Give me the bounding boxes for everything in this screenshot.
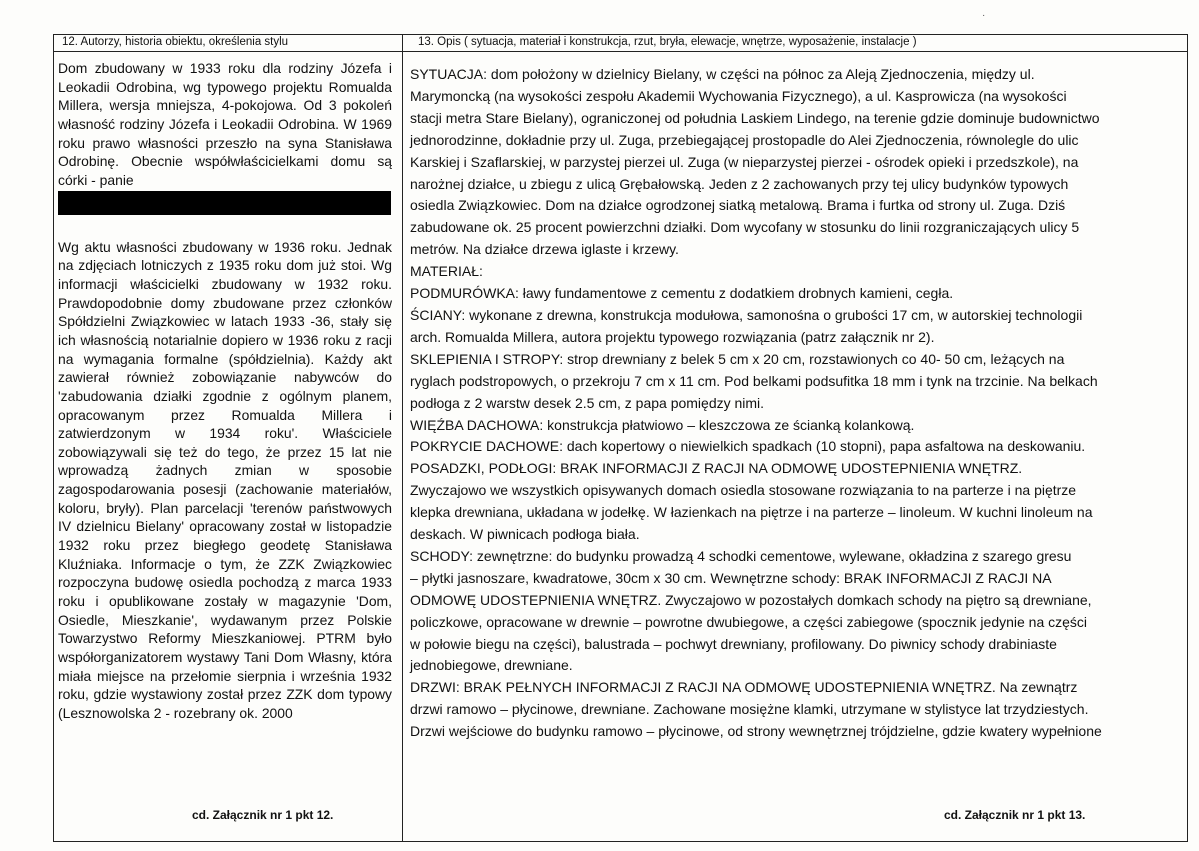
history-paragraph-1: Dom zbudowany w 1933 roku dla rodziny Józefa i Leokadii Odrobina, wg typowego projektu Romualda Millera, wersja mniejsza, 4-pokojowa. Od 3 pokoleń własność rodziny Józefa i Leokadii Odrobina. W 1969 roku prawo własności przeszło na syna Stanisława Odrobinę. Obecnie współwłaścicielkami domu są córki - panie (58, 60, 392, 188)
header-rule (53, 51, 1188, 52)
description-line: Karskiej i Szaflarskiej, w parzystej pierzei ul. Zuga (w nieparzystej pierzei - ośrodek opieki i przedszkole), na (410, 153, 1079, 170)
history-paragraph-2: Wg aktu własności zbudowany w 1936 roku. Jednak na zdjęciach lotniczych z 1935 roku dom już stoi. Wg informacji właścicielki zbudowany w 1932 roku. Prawdopodobnie domy zbudowane przez członków Spółdzielni Związkowiec w latach 1933 -36, stały się ich własnością notarialnie dopiero w 1936 roku z racji na wymagania formalne (spółdzielnia). Każdy akt zawierał również zobowiązanie nabywców do 'zabudowania działki zgodnie z ogólnym planem, opracowanym przez Romualda Millera i zatwierdzonym w 1934 roku'. Właściciele zobowiązywali się też do tego, że przez 15 lat nie wprowadzą żadnych zmian w sposobie zagospodarowania posesji (zachowanie materiałów, koloru, bryły). Plan parcelacji 'terenów państwowych IV dzielnicu Bielany' opracowany został w listopadzie 1932 roku przez biegłego geodetę Stanisława Kluźniaka. Informacje o tym, że ZZK Związkowiec rozpoczyna budowę osiedla pochodzą z marca 1933 roku i opublikowane zostały w magazynie 'Dom, Osiedle, Mieszkanie', wydawanym przez Polskie Towarzystwo Reformy Mieszkaniowej. PTRM było współorganizatorem wystawy Tani Dom Własny, która miała miejsce na przełomie sierpnia i września 1932 roku, gdzie wystawiony został przez ZZK dom typowy (Lesznowolska 2 - rozebrany ok. 2000 (58, 238, 392, 721)
continuation-note-12: cd. Załącznik nr 1 pkt 12. (192, 808, 334, 822)
description-line: stacji metra Stare Bielany), ograniczonej od południa Laskiem Lindego, na terenie gdzie dominuje budownictwo (410, 109, 1100, 126)
section-12-header: 12. Autorzy, historia obiektu, określenia stylu (62, 36, 289, 48)
description-line: podłoga z 2 warstw desek 2.5 cm, z papa pomiędzy nimi. (410, 394, 765, 411)
redaction-bar (58, 191, 391, 215)
right-column (410, 64, 1186, 743)
description-line: Marymoncką (na wysokości zespołu Akademii Wychowania Fizycznego), a ul. Kasprowicza (na wysokości (410, 87, 1067, 104)
scan-speck: · (982, 10, 986, 21)
description-line: klepka drewniana, układana w jodełkę. W łazienkach na piętrze i na parterze – linoleum. W kuchni linoleum na (410, 504, 1093, 521)
description-line: MATERIAŁ: (410, 263, 483, 280)
description-line: policzkowe, opracowane w drewnie – powrotne dwubiegowe, a części zabiegowe (spocznik jedynie na części (410, 613, 1088, 630)
continuation-note-13: cd. Załącznik nr 1 pkt 13. (944, 808, 1086, 822)
description-line: PODMURÓWKA: ławy fundamentowe z cementu z dodatkiem drobnych kamieni, cegła. (410, 285, 954, 302)
description-line: SYTUACJA: dom położony w dzielnicy Bielany, w części na północ za Aleją Zjednoczenia, między ul. (410, 66, 1035, 82)
description-line: narożnej działce, u zbiegu z ulicą Grębałowską. Jeden z 2 zachowanych przy tej ulicy budynków typowych (410, 175, 1069, 192)
description-line: zabudowane ok. 25 procent powierzchni działki. Dom wycofany w stosunku do linii rozgraniczających ulicy 5 (410, 219, 1080, 236)
description-line: POKRYCIE DACHOWE: dach kopertowy o niewielkich spadkach (10 stopni), papa asfaltowa na deskowaniu. (410, 438, 1086, 455)
description-line: drzwi ramowo – płycinowe, drewniane. Zachowane mosiężne klamki, utrzymane w stylistyce lat trzydziestych. (410, 701, 1089, 718)
description-line: osiedla Związkowiec. Dom na działce ogrodzonej siatką metalową. Brama i furtka od strony ul. Zuga. Dziś (410, 197, 1066, 214)
description-line: ODMOWĘ UDOSTEPNIENIA WNĘTRZ. Zwyczajowo w pozostałych domkach schody na piętro są drewniane, (410, 591, 1092, 608)
description-line: w połowie biegu na części), balustrada – pochwyt drewniany, profilowany. Do piwnicy schody drabiniaste (410, 635, 1057, 652)
description-line: ŚCIANY: wykonane z drewna, konstrukcja modułowa, samonośna o grubości 17 cm, w autorskiej technologii (410, 306, 1083, 323)
description-line: jednobiegowe, drewniane. (410, 657, 573, 674)
description-line: SKLEPIENIA I STROPY: strop drewniany z belek 5 cm x 20 cm, rozstawionych co 40- 50 cm, leżących na (410, 350, 1065, 367)
description-line: WIĘŹBA DACHOWA: konstrukcja płatwiowo – kleszczowa ze ścianką kolankową. (410, 416, 915, 433)
description-line: POSADZKI, PODŁOGI: BRAK INFORMACJI Z RACJI NA ODMOWĘ UDOSTEPNIENIA WNĘTRZ. (410, 460, 1023, 477)
description-line: Drzwi wejściowe do budynku ramowo – płycinowe, od strony wewnętrznej trójdzielne, gdzie kwatery wypełnione (410, 723, 1102, 740)
description-line: ryglach podstropowych, o przekroju 7 cm x 11 cm. Pod belkami podsufitka 18 mm i tynk na trzcinie. Na belkach (410, 372, 1098, 389)
column-divider (402, 34, 403, 842)
description-line: SCHODY: zewnętrzne: do budynku prowadzą 4 schodki cementowe, wylewane, okładzina z szarego gresu (410, 547, 1072, 564)
description-line: Zwyczajowo we wszystkich opisywanych domach osiedla stosowane rozwiązania to na parterze i na piętrze (410, 482, 1077, 499)
description-line: deskach. W piwnicach podłoga biała. (410, 526, 640, 543)
description-line: DRZWI: BRAK PEŁNYCH INFORMACJI Z RACJI NA ODMOWĘ UDOSTEPNIENIA WNĘTRZ. Na zewnątrz (410, 679, 1078, 696)
description-line: arch. Romualda Millera, autora projektu typowego rozwiązania (patrz załącznik nr 2). (410, 328, 935, 345)
description-line: jednorodzinne, dokładnie przy ul. Zuga, przebiegającej prostopadle do Alei Zjednoczenia, równolegle do ulic (410, 131, 1079, 148)
description-line: metrów. Na działce drzewa iglaste i krzewy. (410, 241, 679, 258)
description-line: – płytki jasnoszare, kwadratowe, 30cm x 30 cm. Wewnętrzne schody: BRAK INFORMACJI Z RACJI NA (410, 569, 1052, 586)
section-13-header: 13. Opis ( sytuacja, materiał i konstrukcja, rzut, bryła, elewacje, wnętrze, wyposażenie, instalacje ) (418, 36, 917, 48)
left-column (58, 59, 392, 723)
